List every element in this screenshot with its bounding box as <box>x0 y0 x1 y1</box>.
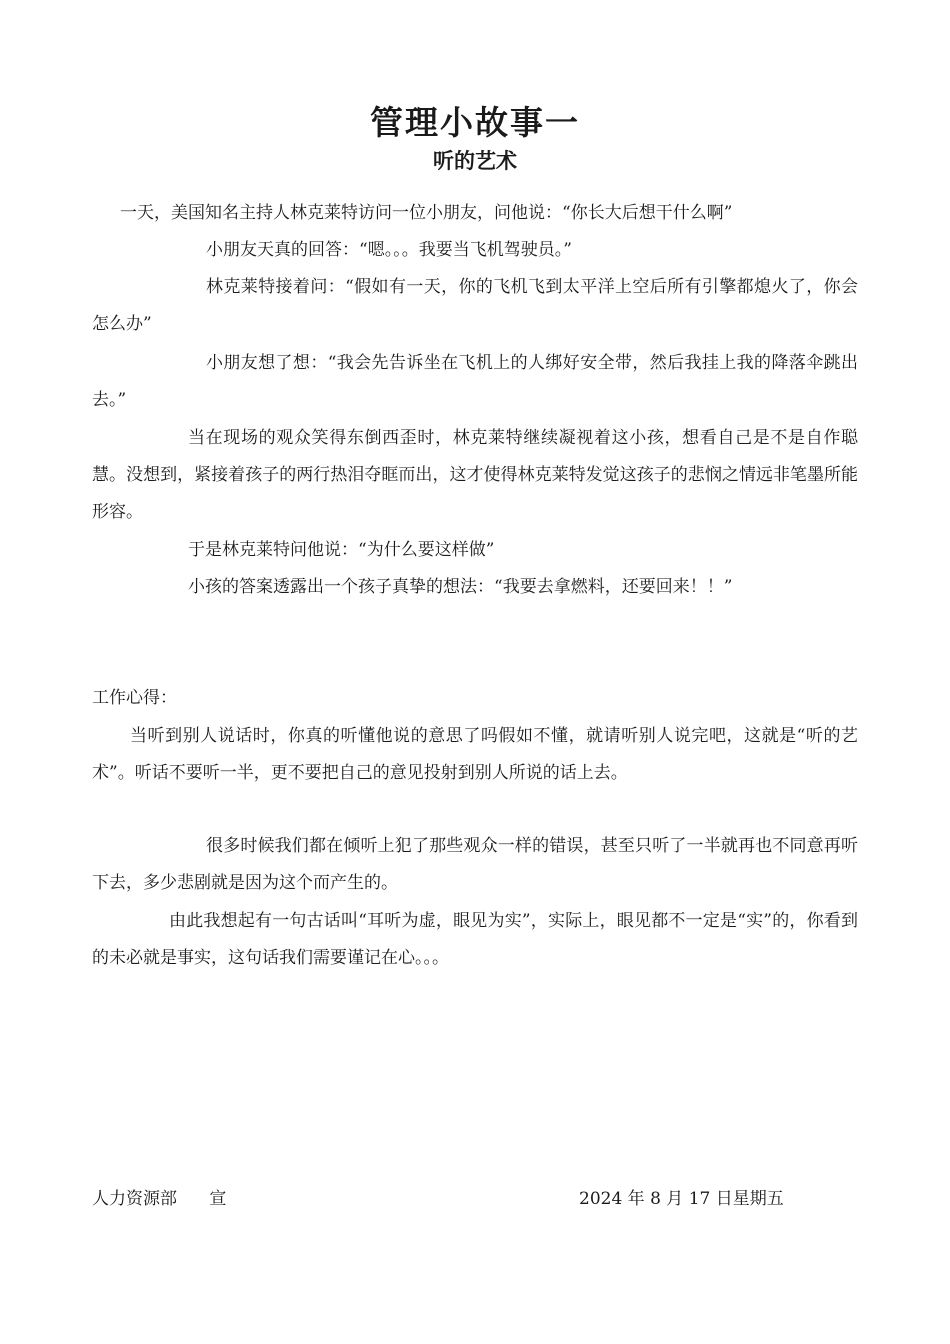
footer-department: 人力资源部 宣 <box>92 1189 227 1209</box>
footer-date: 2024 年 8 月 17 日星期五 <box>579 1189 784 1209</box>
story-paragraph: 小朋友想了想：“我会先告诉坐在飞机上的人绑好安全带，然后我挂上我的降落伞跳出去。” <box>92 353 858 410</box>
story-paragraph: 小朋友天真的回答：“嗯。。。我要当飞机驾驶员。” <box>206 240 572 260</box>
story-paragraph: 当在现场的观众笑得东倒西歪时，林克莱特继续凝视着这小孩，想看自己是不是自作聪慧。没想到，紧接着孩子的两行热泪夺眶而出，这才使得林克莱特发觉这孩子的悲悯之情远非笔墨所能形容。 <box>92 428 858 522</box>
story-paragraph: 林克莱特接着问：“假如有一天，你的飞机飞到太平洋上空后所有引擎都熄火了，你会怎么办” <box>92 277 858 334</box>
notes-paragraph: 很多时候我们都在倾听上犯了那些观众一样的错误，甚至只听了一半就再也不同意再听下去，多少悲剧就是因为这个而产生的。 <box>92 836 858 893</box>
document-title: 管理小故事一 <box>370 103 580 142</box>
story-paragraph: 一天，美国知名主持人林克莱特访问一位小朋友，问他说：“你长大后想干什么啊” <box>120 203 733 223</box>
notes-paragraph: 由此我想起有一句古话叫“耳听为虚，眼见为实”，实际上，眼见都不一定是“实”的，你看到的未必就是事实，这句话我们需要谨记在心。。。 <box>92 911 858 968</box>
notes-paragraph: 当听到别人说话时，你真的听懂他说的意思了吗假如不懂，就请听别人说完吧，这就是“听的艺术”。听话不要听一半，更不要把自己的意见投射到别人所说的话上去。 <box>92 726 858 783</box>
story-paragraph: 于是林克莱特问他说：“为什么要这样做” <box>188 540 495 560</box>
notes-heading: 工作心得： <box>92 688 177 708</box>
story-paragraph: 小孩的答案透露出一个孩子真挚的想法：“我要去拿燃料，还要回来！！” <box>188 577 733 597</box>
document-subtitle: 听的艺术 <box>433 148 517 173</box>
